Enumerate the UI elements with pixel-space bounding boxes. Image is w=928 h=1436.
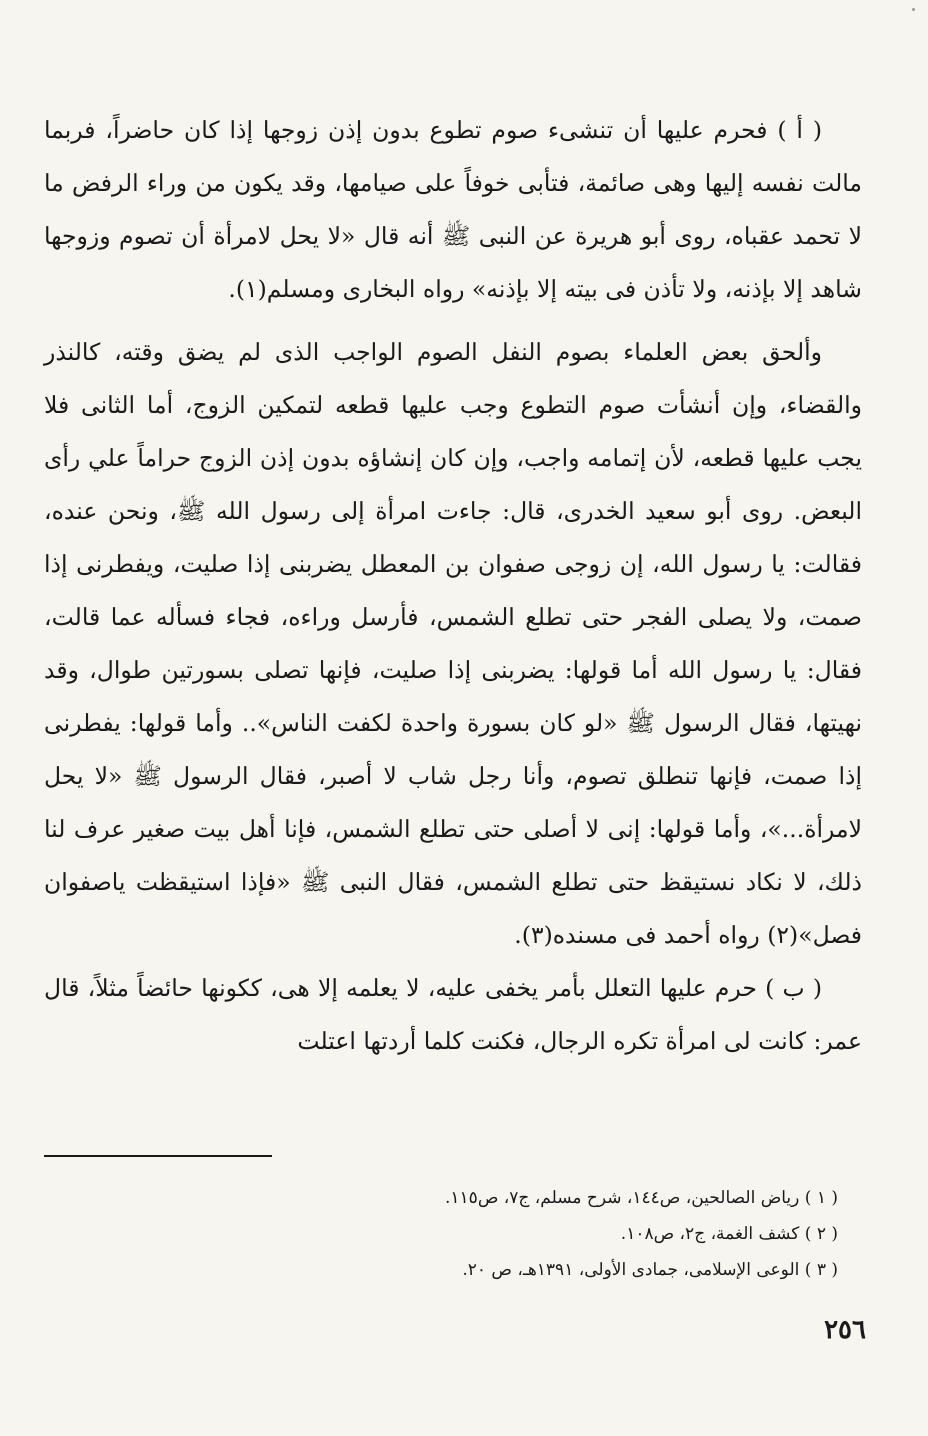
scan-speck (912, 8, 915, 11)
page-number: ٢٥٦ (824, 1315, 866, 1345)
footnotes-list (44, 1180, 838, 1288)
footnote-2: ( ٢ ) كشف الغمة، ج٢، ص١٠٨. (620, 1224, 838, 1244)
paragraph-a: ( أ ) فحرم عليها أن تنشىء صوم تطوع بدون إذن زوجها إذا كان حاضراً، فربما مالت نفسه إليها وهى صائمة، فتأبى خوفاً على صيامها، وقد يكون من وراء الرفض ما لا تحمد عقباه، روى أبو هريرة عن النبى ﷺ أنه قال «لا يحل لامرأة أن تصوم وزوجها شاهد إلا بإذنه، ولا تأذن فى بيته إلا بإذنه» رواه البخارى ومسلم(١). (44, 116, 862, 303)
paragraph-b: ( ب ) حرم عليها التعلل بأمر يخفى عليه، لا يعلمه إلا هى، ككونها حائضاً مثلاً، قال عمر: كانت لى امرأة تكره الرجال، فكنت كلما أردتها اعتلت (44, 974, 862, 1055)
footnote-3: ( ٣ ) الوعى الإسلامى، جمادى الأولى، ١٣٩١هـ، ص ٢٠. (462, 1260, 838, 1280)
main-text (44, 104, 862, 1068)
footnote-divider (44, 1155, 272, 1157)
paragraph-2: وألحق بعض العلماء بصوم النفل الصوم الواجب الذى لم يضق وقته، كالنذر والقضاء، وإن أنشأت صوم التطوع وجب عليها قطعه لتمكين الزوج، أما الثانى فلا يجب عليها قطعه، لأن إتمامه واجب، وإن كان إنشاؤه بدون إذن الزوج حراماً علي رأى البعض. روى أبو سعيد الخدرى، قال: جاءت امرأة إلى رسول الله ﷺ، ونحن عنده، فقالت: يا رسول الله، إن زوجى صفوان بن المعطل يضربنى إذا صليت، ويفطرنى إذا صمت، ولا يصلى الفجر حتى تطلع الشمس، فأرسل وراءه، فجاء فسأله عما قالت، فقال: يا رسول الله أما قولها: يضربنى إذا صليت، فإنها تصلى بسورتين طوال، وقد نهيتها، فقال الرسول ﷺ «لو كان بسورة واحدة لكفت الناس».. وأما قولها: يفطرنى إذا صمت، فإنها تنطلق تصوم، وأنا رجل شاب لا أصبر، فقال الرسول ﷺ «لا يحل لامرأة...»، وأما قولها: إنى لا أصلى حتى تطلع الشمس، فإنا أهل بيت صغير عرف لنا ذلك، لا نكاد نستيقظ حتى تطلع الشمس، فقال النبى ﷺ «فإذا استيقظت ياصفوان فصل»(٢) رواه أحمد فى مسنده(٣). (44, 338, 862, 949)
footnote-1: ( ١ ) رياض الصالحين، ص١٤٤، شرح مسلم، ج٧، ص١١٥. (445, 1188, 838, 1208)
